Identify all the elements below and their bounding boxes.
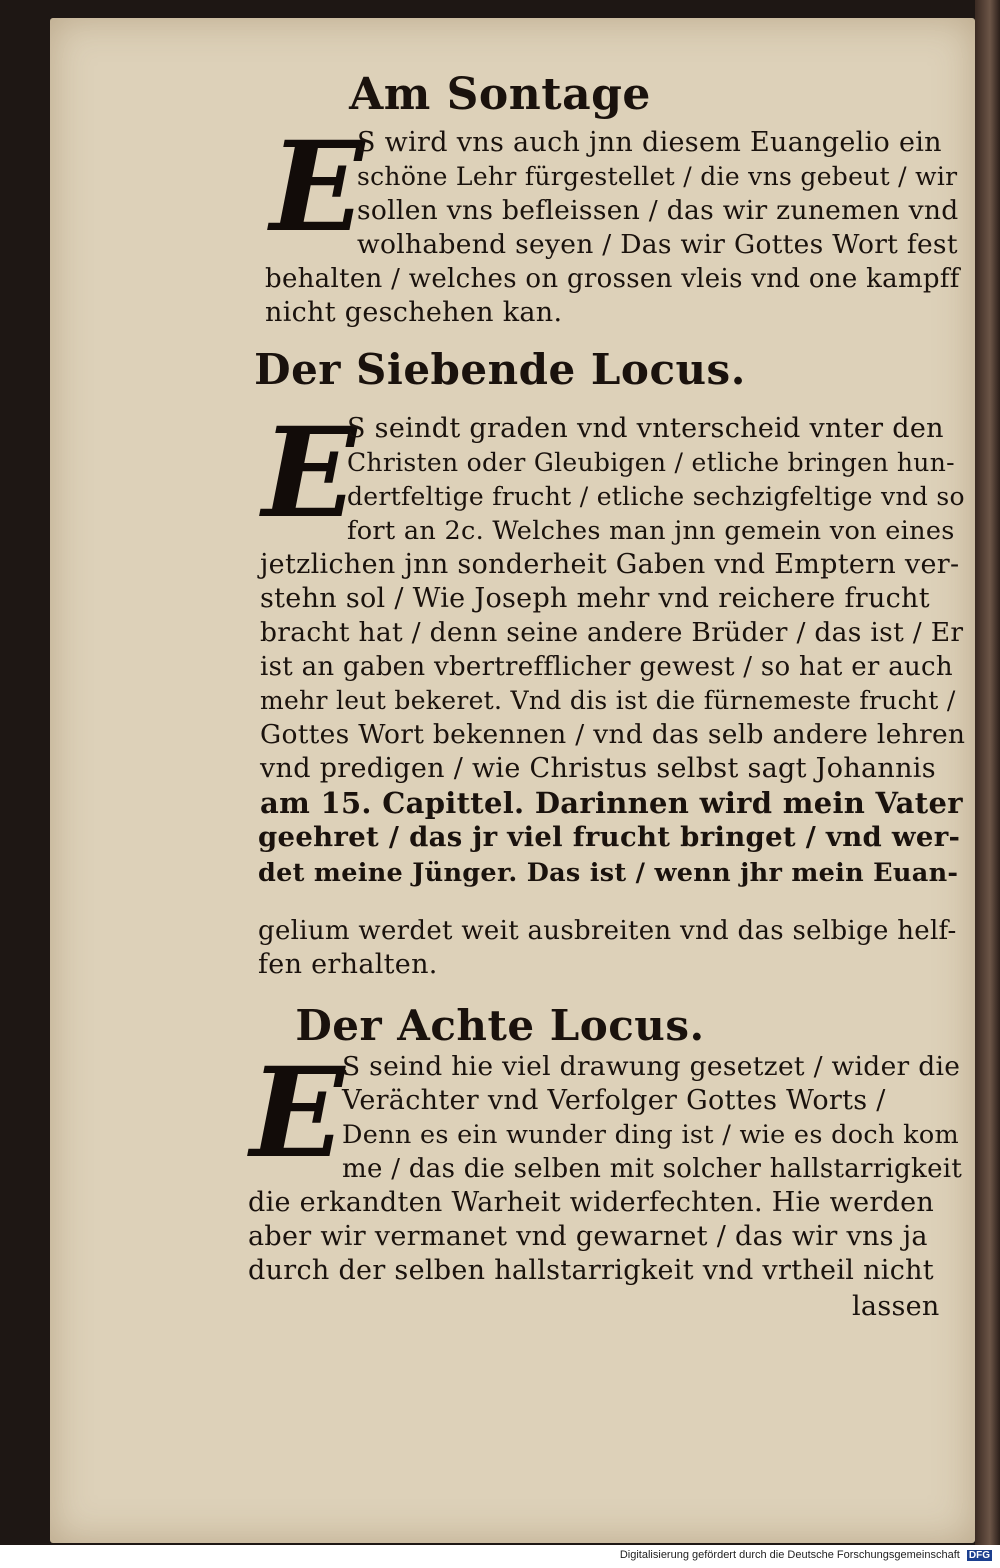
- text-line: ist an gaben vbertrefflicher gewest / so hat er auch: [260, 652, 953, 682]
- footer-text: Digitalisierung gefördert durch die Deutsche Forschungsgemeinschaft: [619, 1549, 960, 1561]
- text-line: S seindt graden vnd vnterscheid vnter den: [347, 413, 944, 444]
- text-line: gelium werdet weit ausbreiten vnd das selbige helf-: [258, 916, 957, 946]
- text-line: vnd predigen / wie Christus selbst sagt Johannis: [260, 753, 936, 784]
- text-line: bracht hat / denn seine andere Brüder / das ist / Er: [260, 617, 964, 648]
- text-line: Christen oder Gleubigen / etliche bringen hun-: [347, 448, 955, 477]
- text-line: fen erhalten.: [258, 949, 438, 980]
- text-line: sollen vns befleissen / das wir zunemen vnd: [357, 195, 959, 226]
- text-line: Verächter vnd Verfolger Gottes Worts /: [342, 1085, 886, 1116]
- drop-initial-1: E: [270, 115, 365, 260]
- section-heading-siebende: Der Siebende Locus.: [254, 345, 746, 394]
- text-line: me / das die selben mit solcher hallstarrigkeit: [342, 1154, 963, 1184]
- text-line: Gottes Wort bekennen / vnd das selb andere lehren: [260, 719, 966, 750]
- running-head: Am Sontage: [349, 69, 651, 120]
- book-edge: [975, 0, 1000, 1545]
- text-line: S seind hie viel drawung gesetzet / wider die: [342, 1051, 961, 1082]
- text-line: schöne Lehr fürgestellet / die vns gebeut / wir: [357, 162, 958, 191]
- text-line: fort an 2c. Welches man jnn gemein von eines: [347, 516, 955, 546]
- text-line: die erkandten Warheit widerfechten. Hie werden: [248, 1187, 935, 1218]
- text-line: lassen: [852, 1291, 940, 1322]
- text-line: aber wir vermanet vnd gewarnet / das wir vns ja: [248, 1221, 928, 1252]
- text-line: dertfeltige frucht / etliche sechzigfeltige vnd so: [347, 482, 965, 511]
- text-line: jetzlichen jnn sonderheit Gaben vnd Emptern ver-: [260, 549, 960, 580]
- footer: [620, 1549, 992, 1561]
- text-line: det meine Jünger. Das ist / wenn jhr mein Euan-: [258, 858, 959, 888]
- text-line: wolhabend seyen / Das wir Gottes Wort fest: [357, 229, 958, 260]
- dfg-logo: DFG: [968, 1550, 990, 1561]
- text-line: mehr leut bekeret. Vnd dis ist die fürnemeste frucht /: [260, 686, 956, 715]
- text-line: durch der selben hallstarrigkeit vnd vrtheil nicht: [248, 1255, 934, 1286]
- drop-initial-2: E: [262, 401, 357, 546]
- text-line: S wird vns auch jnn diesem Euangelio ein: [357, 127, 942, 158]
- text-line: stehn sol / Wie Joseph mehr vnd reichere frucht: [260, 583, 930, 614]
- section-heading-achte: Der Achte Locus.: [295, 1001, 705, 1050]
- text-line: nicht geschehen kan.: [265, 297, 563, 328]
- text-line: behalten / welches on grossen vleis vnd one kampff: [265, 264, 960, 294]
- drop-initial-3: E: [250, 1041, 345, 1186]
- text-line: geehret / das jr viel frucht bringet / vnd wer-: [258, 821, 961, 853]
- text-line: am 15. Capittel. Darinnen wird mein Vater: [260, 786, 963, 820]
- text-line: Denn es ein wunder ding ist / wie es doch kom: [342, 1120, 959, 1150]
